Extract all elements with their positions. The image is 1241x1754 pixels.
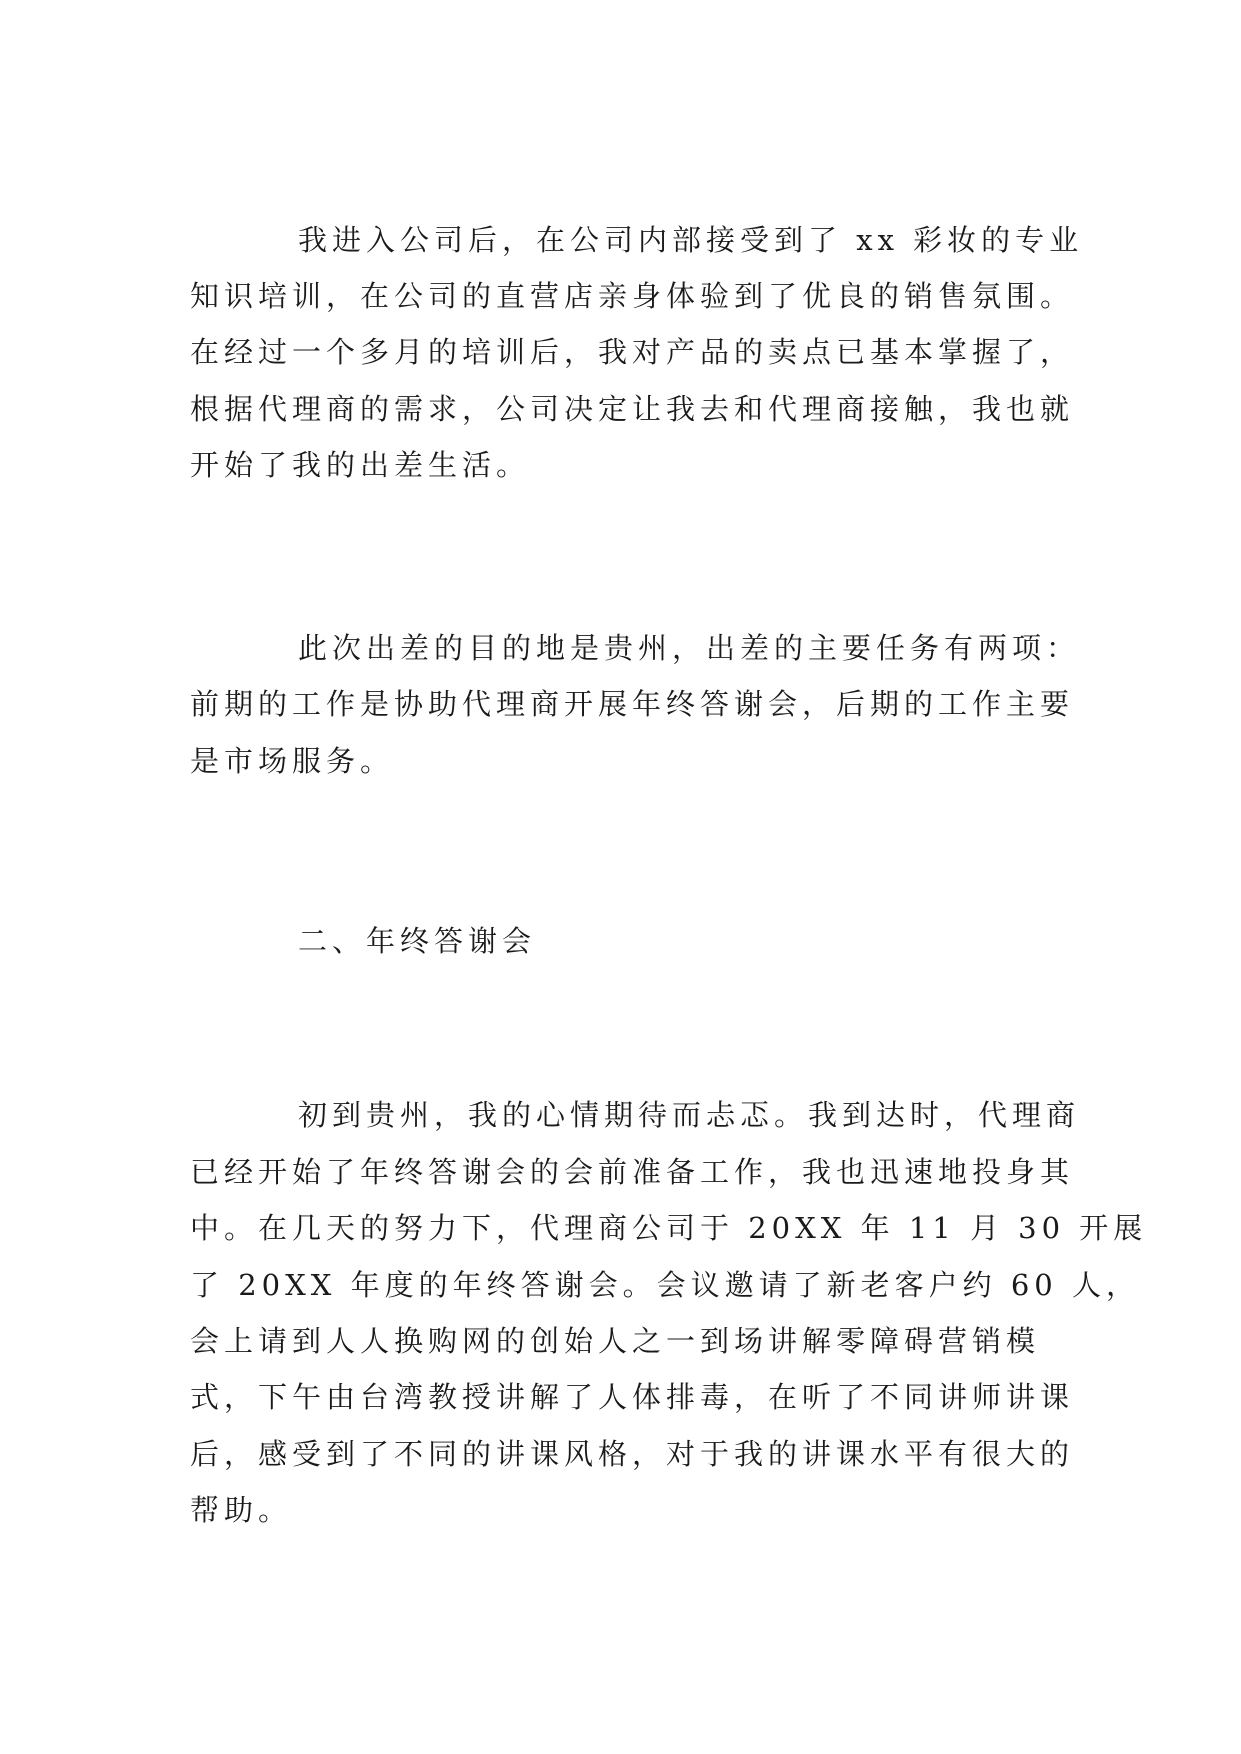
paragraph-3-line-4: 了 20XX 年度的年终答谢会。会议邀请了新老客户约 60 人，: [190, 1268, 1140, 1302]
paragraph-3-line-7: 后，感受到了不同的讲课风格，对于我的讲课水平有很大的: [190, 1437, 1075, 1471]
paragraph-3-line-1: 初到贵州，我的心情期待而忐忑。我到达时，代理商: [298, 1098, 1081, 1132]
paragraph-3-line-5: 会上请到人人换购网的创始人之一到场讲解零障碍营销模: [190, 1324, 1041, 1358]
paragraph-2-line-2: 前期的工作是协助代理商开展年终答谢会，后期的工作主要: [190, 687, 1075, 721]
section-heading: 二、年终答谢会: [298, 924, 537, 958]
paragraph-1-line-5: 开始了我的出差生活。: [190, 448, 531, 482]
paragraph-3-line-8: 帮助。: [190, 1493, 293, 1527]
paragraph-2-line-3: 是市场服务。: [190, 744, 395, 778]
paragraph-3-line-2: 已经开始了年终答谢会的会前准备工作，我也迅速地投身其: [190, 1155, 1075, 1189]
paragraph-1-line-2: 知识培训，在公司的直营店亲身体验到了优良的销售氛围。: [190, 279, 1075, 313]
paragraph-2-line-1: 此次出差的目的地是贵州，出差的主要任务有两项：: [298, 631, 1081, 665]
paragraph-3-line-6: 式，下午由台湾教授讲解了人体排毒，在听了不同讲师讲课: [190, 1380, 1075, 1414]
paragraph-1-line-3: 在经过一个多月的培训后，我对产品的卖点已基本掌握了，: [190, 335, 1075, 369]
paragraph-3-line-3: 中。在几天的努力下，代理商公司于 20XX 年 11 月 30 开展: [190, 1211, 1148, 1245]
paragraph-1-line-4: 根据代理商的需求，公司决定让我去和代理商接触，我也就: [190, 392, 1075, 426]
paragraph-1-line-1: 我进入公司后，在公司内部接受到了 xx 彩妆的专业: [298, 223, 1084, 257]
